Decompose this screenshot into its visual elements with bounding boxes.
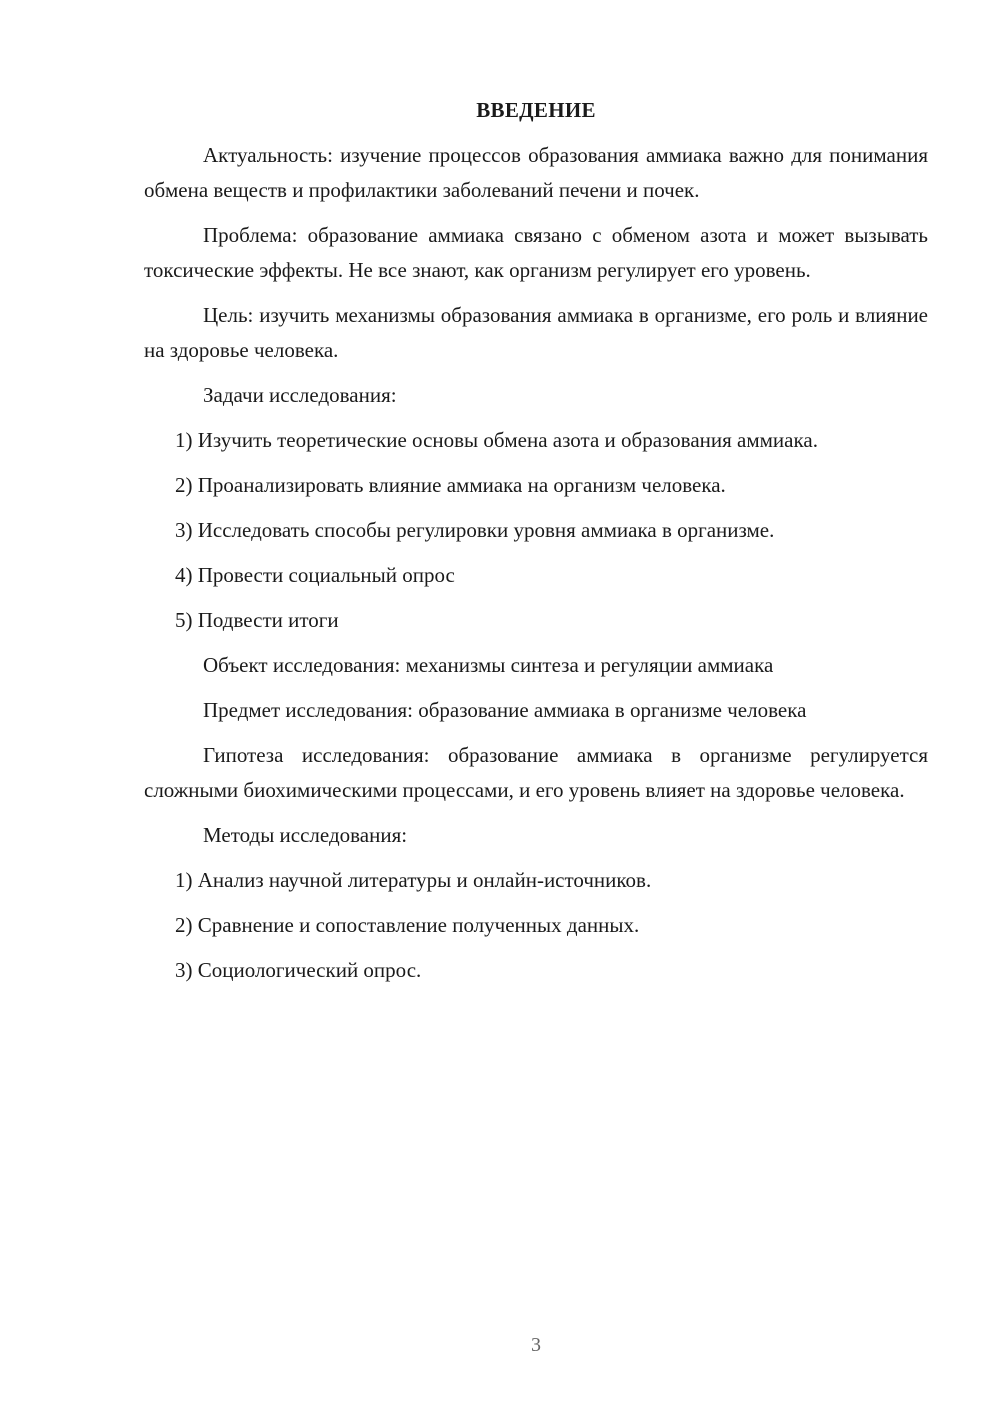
methods-title: Методы исследования: bbox=[203, 823, 408, 847]
task-item: 5) Подвести итоги bbox=[175, 608, 339, 632]
page-number: 3 bbox=[531, 1334, 541, 1356]
task-item: 1) Изучить теоретические основы обмена азота и образования аммиака. bbox=[175, 428, 818, 452]
relevance-paragraph: Актуальность: изучение процессов образования аммиака важно для понимания обмена веществ и профилактики заболеваний печени и почек. bbox=[144, 143, 928, 202]
task-item: 3) Исследовать способы регулировки уровня аммиака в организме. bbox=[175, 518, 775, 542]
task-item: 2) Проанализировать влияние аммиака на организм человека. bbox=[175, 473, 726, 497]
task-item: 4) Провести социальный опрос bbox=[175, 563, 455, 587]
hypothesis-paragraph: Гипотеза исследования: образование аммиака в организме регулируется сложными биохимическими процессами, и его уровень влияет на здоровье человека. bbox=[144, 743, 928, 802]
method-item: 2) Сравнение и сопоставление полученных данных. bbox=[175, 913, 640, 937]
page-content bbox=[144, 93, 928, 998]
object-paragraph: Объект исследования: механизмы синтеза и регуляции аммиака bbox=[203, 653, 774, 677]
method-item: 1) Анализ научной литературы и онлайн-источников. bbox=[175, 868, 652, 892]
method-item: 3) Социологический опрос. bbox=[175, 958, 422, 982]
goal-paragraph: Цель: изучить механизмы образования аммиака в организме, его роль и влияние на здоровье человека. bbox=[144, 303, 928, 362]
subject-paragraph: Предмет исследования: образование аммиака в организме человека bbox=[203, 698, 807, 722]
problem-paragraph: Проблема: образование аммиака связано с обменом азота и может вызывать токсические эффекты. Не все знают, как организм регулирует его уровень. bbox=[144, 223, 928, 282]
tasks-title: Задачи исследования: bbox=[203, 383, 397, 407]
section-heading: ВВЕДЕНИЕ bbox=[476, 98, 596, 122]
